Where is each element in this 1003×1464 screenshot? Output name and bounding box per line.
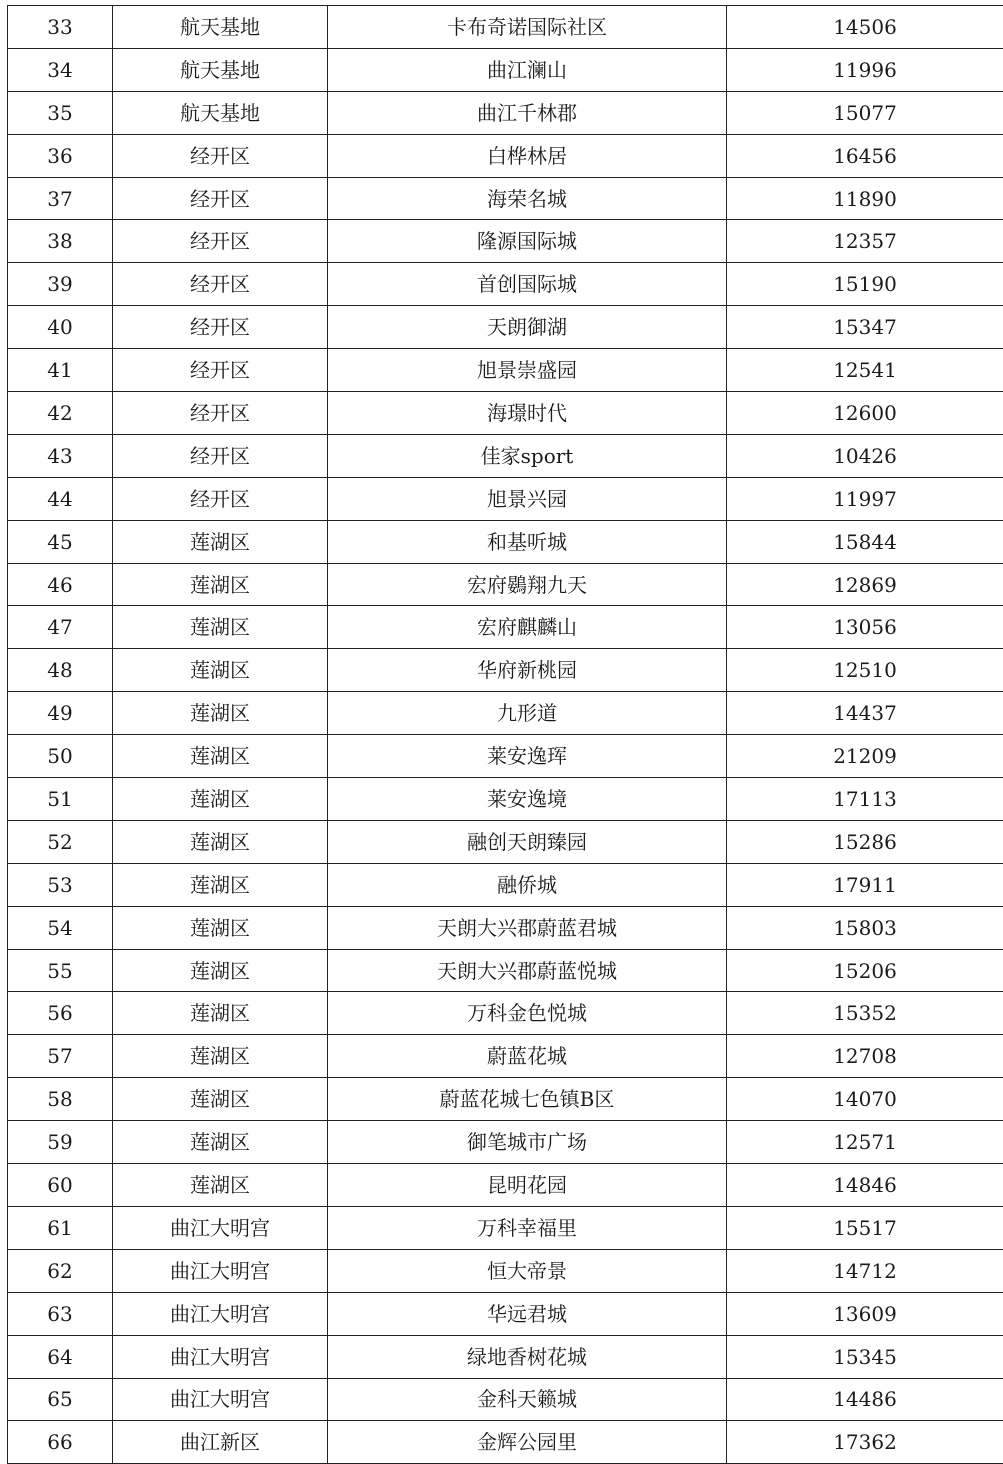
row-number-cell: 51 [8,778,113,821]
row-number-cell: 65 [8,1378,113,1421]
project-name-cell: 融创天朗臻园 [328,820,727,863]
price-cell: 17113 [727,778,1003,821]
project-name-cell: 融侨城 [328,863,727,906]
price-cell: 15844 [727,520,1003,563]
district-cell: 莲湖区 [113,649,328,692]
price-cell: 16456 [727,134,1003,177]
table-row [8,306,1003,349]
price-cell: 15206 [727,949,1003,992]
table-row [8,820,1003,863]
district-cell: 航天基地 [113,48,328,91]
row-number-cell: 34 [8,48,113,91]
district-cell: 经开区 [113,263,328,306]
table-row [8,992,1003,1035]
district-cell: 莲湖区 [113,1078,328,1121]
project-name-cell: 天朗大兴郡蔚蓝悦城 [328,949,727,992]
price-cell: 17362 [727,1421,1003,1464]
table-row [8,91,1003,134]
project-name-cell: 海荣名城 [328,177,727,220]
row-number-cell: 33 [8,6,113,49]
project-name-cell: 莱安逸境 [328,778,727,821]
row-number-cell: 38 [8,220,113,263]
table-row [8,1078,1003,1121]
price-cell: 15286 [727,820,1003,863]
table-row [8,220,1003,263]
district-cell: 经开区 [113,434,328,477]
project-name-cell: 曲江澜山 [328,48,727,91]
price-cell: 11890 [727,177,1003,220]
district-cell: 曲江大明宫 [113,1249,328,1292]
project-name-cell: 华府新桃园 [328,649,727,692]
row-number-cell: 59 [8,1121,113,1164]
district-cell: 经开区 [113,392,328,435]
table-row [8,48,1003,91]
row-number-cell: 39 [8,263,113,306]
housing-price-table [7,5,1003,1464]
table-row [8,563,1003,606]
table-row [8,477,1003,520]
project-name-cell: 莱安逸珲 [328,735,727,778]
project-name-cell: 御笔城市广场 [328,1121,727,1164]
district-cell: 莲湖区 [113,820,328,863]
row-number-cell: 60 [8,1164,113,1207]
table-row [8,906,1003,949]
table-row [8,735,1003,778]
project-name-cell: 天朗御湖 [328,306,727,349]
price-cell: 12708 [727,1035,1003,1078]
table-row [8,263,1003,306]
project-name-cell: 宏府麒麟山 [328,606,727,649]
row-number-cell: 64 [8,1335,113,1378]
table-row [8,1164,1003,1207]
project-name-cell: 恒大帝景 [328,1249,727,1292]
price-cell: 11997 [727,477,1003,520]
project-name-cell: 蔚蓝花城 [328,1035,727,1078]
project-name-cell: 九形道 [328,692,727,735]
project-name-cell: 金科天籁城 [328,1378,727,1421]
row-number-cell: 36 [8,134,113,177]
price-cell: 12541 [727,349,1003,392]
district-cell: 莲湖区 [113,735,328,778]
price-cell: 10426 [727,434,1003,477]
project-name-cell: 万科金色悦城 [328,992,727,1035]
price-cell: 14437 [727,692,1003,735]
price-cell: 14070 [727,1078,1003,1121]
price-cell: 15352 [727,992,1003,1035]
table-row [8,177,1003,220]
row-number-cell: 49 [8,692,113,735]
table-row [8,649,1003,692]
project-name-cell: 绿地香树花城 [328,1335,727,1378]
row-number-cell: 46 [8,563,113,606]
table-row [8,520,1003,563]
row-number-cell: 44 [8,477,113,520]
district-cell: 航天基地 [113,6,328,49]
table-row [8,1292,1003,1335]
row-number-cell: 57 [8,1035,113,1078]
table-row [8,863,1003,906]
row-number-cell: 58 [8,1078,113,1121]
district-cell: 莲湖区 [113,949,328,992]
table-row [8,1035,1003,1078]
project-name-cell: 天朗大兴郡蔚蓝君城 [328,906,727,949]
table-row [8,949,1003,992]
district-cell: 航天基地 [113,91,328,134]
row-number-cell: 53 [8,863,113,906]
row-number-cell: 41 [8,349,113,392]
row-number-cell: 45 [8,520,113,563]
project-name-cell: 华远君城 [328,1292,727,1335]
table-row [8,1335,1003,1378]
district-cell: 莲湖区 [113,1121,328,1164]
district-cell: 经开区 [113,477,328,520]
table-row [8,392,1003,435]
district-cell: 莲湖区 [113,692,328,735]
district-cell: 莲湖区 [113,906,328,949]
price-cell: 15803 [727,906,1003,949]
district-cell: 曲江新区 [113,1421,328,1464]
table-row [8,1249,1003,1292]
row-number-cell: 42 [8,392,113,435]
table-row [8,1378,1003,1421]
table-row [8,606,1003,649]
table-row [8,1206,1003,1249]
district-cell: 莲湖区 [113,1164,328,1207]
district-cell: 莲湖区 [113,1035,328,1078]
price-cell: 14506 [727,6,1003,49]
project-name-cell: 卡布奇诺国际社区 [328,6,727,49]
project-name-cell: 旭景兴园 [328,477,727,520]
table-row [8,434,1003,477]
project-name-cell: 海璟时代 [328,392,727,435]
price-cell: 17911 [727,863,1003,906]
table-row [8,1421,1003,1464]
project-name-cell: 隆源国际城 [328,220,727,263]
district-cell: 曲江大明宫 [113,1292,328,1335]
project-name-cell: 旭景崇盛园 [328,349,727,392]
project-name-cell: 宏府鷃翔九天 [328,563,727,606]
price-cell: 15347 [727,306,1003,349]
table-row [8,349,1003,392]
project-name-cell: 昆明花园 [328,1164,727,1207]
price-cell: 12357 [727,220,1003,263]
project-name-cell: 曲江千林郡 [328,91,727,134]
row-number-cell: 62 [8,1249,113,1292]
row-number-cell: 35 [8,91,113,134]
district-cell: 曲江大明宫 [113,1378,328,1421]
project-name-cell: 金辉公园里 [328,1421,727,1464]
price-cell: 13056 [727,606,1003,649]
price-cell: 13609 [727,1292,1003,1335]
table-row [8,692,1003,735]
project-name-cell: 首创国际城 [328,263,727,306]
district-cell: 莲湖区 [113,992,328,1035]
district-cell: 经开区 [113,177,328,220]
district-cell: 莲湖区 [113,778,328,821]
project-name-cell: 白桦林居 [328,134,727,177]
row-number-cell: 43 [8,434,113,477]
row-number-cell: 37 [8,177,113,220]
table-row [8,1121,1003,1164]
district-cell: 莲湖区 [113,520,328,563]
price-cell: 14846 [727,1164,1003,1207]
table-body [8,6,1003,1464]
row-number-cell: 50 [8,735,113,778]
district-cell: 曲江大明宫 [113,1335,328,1378]
row-number-cell: 61 [8,1206,113,1249]
price-cell: 12869 [727,563,1003,606]
row-number-cell: 40 [8,306,113,349]
price-cell: 21209 [727,735,1003,778]
district-cell: 曲江大明宫 [113,1206,328,1249]
price-cell: 15345 [727,1335,1003,1378]
district-cell: 莲湖区 [113,606,328,649]
price-cell: 12600 [727,392,1003,435]
price-cell: 15077 [727,91,1003,134]
table-row [8,134,1003,177]
row-number-cell: 52 [8,820,113,863]
project-name-cell: 万科幸福里 [328,1206,727,1249]
row-number-cell: 47 [8,606,113,649]
price-cell: 15190 [727,263,1003,306]
row-number-cell: 55 [8,949,113,992]
price-cell: 11996 [727,48,1003,91]
row-number-cell: 63 [8,1292,113,1335]
district-cell: 经开区 [113,134,328,177]
district-cell: 经开区 [113,349,328,392]
district-cell: 经开区 [113,306,328,349]
district-cell: 经开区 [113,220,328,263]
table-row [8,778,1003,821]
project-name-cell: 和基听城 [328,520,727,563]
district-cell: 莲湖区 [113,863,328,906]
row-number-cell: 48 [8,649,113,692]
project-name-cell: 蔚蓝花城七色镇B区 [328,1078,727,1121]
price-cell: 15517 [727,1206,1003,1249]
district-cell: 莲湖区 [113,563,328,606]
project-name-cell: 佳家sport [328,434,727,477]
price-cell: 12571 [727,1121,1003,1164]
table-row [8,6,1003,49]
row-number-cell: 66 [8,1421,113,1464]
row-number-cell: 56 [8,992,113,1035]
price-cell: 14712 [727,1249,1003,1292]
price-cell: 14486 [727,1378,1003,1421]
row-number-cell: 54 [8,906,113,949]
price-cell: 12510 [727,649,1003,692]
